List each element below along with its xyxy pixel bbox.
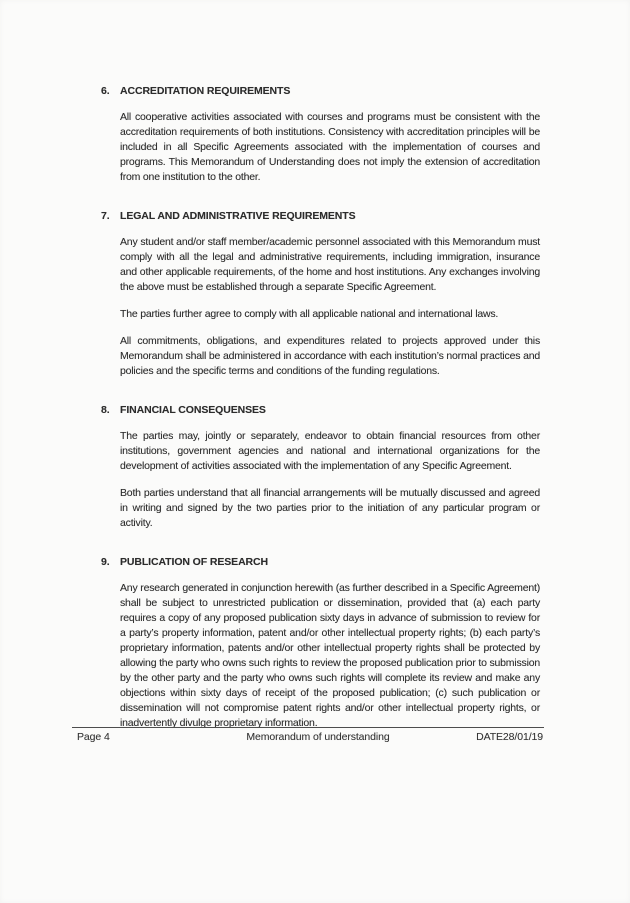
section-accreditation-requirements: [101, 84, 630, 185]
page-number: Page 4: [77, 731, 110, 743]
paragraph: The parties may, jointly or separately, endeavor to obtain financial resources from other institutions, government agencies and national and international organizations for the development of activities associated with the implementation of any Specific Agreement.: [120, 430, 540, 472]
section-legal-administrative-requirements: [101, 209, 630, 379]
section-title: LEGAL AND ADMINISTRATIVE REQUIREMENTS: [120, 210, 356, 222]
section-title: FINANCIAL CONSEQUENSES: [120, 404, 266, 416]
footer-row: [72, 731, 544, 743]
page-footer: [72, 727, 544, 743]
section-title: ACCREDITATION REQUIREMENTS: [120, 85, 291, 97]
section-heading: [101, 555, 630, 570]
section-number: 8.: [101, 404, 110, 416]
section-number: 9.: [101, 556, 110, 568]
section-number: 7.: [101, 210, 110, 222]
footer-document-title: Memorandum of understanding: [246, 731, 390, 743]
paragraph: All commitments, obligations, and expenditures related to projects approved under this Memorandum shall be administered in accordance with each institution’s normal practices and policies and the specific terms and conditions of the funding regulations.: [120, 335, 540, 377]
paragraph: Both parties understand that all financial arrangements will be mutually discussed and agreed in writing and signed by the two parties prior to the initiation of any particular program or activity.: [120, 487, 540, 529]
section-title: PUBLICATION OF RESEARCH: [120, 556, 269, 568]
paragraph: Any research generated in conjunction herewith (as further described in a Specific Agreement) shall be subject to unrestricted publication or dissemination, provided that (a) each party requires a copy of any proposed publication sixty days in advance of submission to review for a party’s property information, patent and/or other intellectual property rights; (b) each party’s proprietary information, patents and/or other intellectual property rights shall be protected by allowing the party who owns such rights to review the proposed publication prior to submission by the other party and the party who owns such rights will complete its review and make any objections within sixty days of receipt of the proposed publication; (c) such publication or dissemination will not compromise patent rights and/or other intellectual property rights, or inadvertently divulge proprietary information.: [120, 582, 540, 729]
paragraph: The parties further agree to comply with all applicable national and international laws.: [120, 308, 499, 320]
section-heading: [101, 209, 630, 224]
section-publication-of-research: [101, 555, 630, 731]
section-heading: [101, 84, 630, 99]
paragraph: All cooperative activities associated with courses and programs must be consistent with the accreditation requirements of both institutions. Consistency with accreditation principles will be included in all Specific Agreements associated with the implementation of courses and programs. This Memorandum of Understanding does not imply the extension of accreditation from one institution to the other.: [120, 111, 540, 183]
footer-date: DATE28/01/19: [476, 731, 543, 743]
section-number: 6.: [101, 85, 110, 97]
section-heading: [101, 403, 630, 418]
paragraph: Any student and/or staff member/academic personnel associated with this Memorandum must comply with all the legal and administrative requirements, including immigration, insurance and other applicable requirements, of the home and host institutions. Any exchanges involving the above must be established through a separate Specific Agreement.: [120, 236, 540, 293]
section-financial-consequenses: [101, 403, 630, 531]
